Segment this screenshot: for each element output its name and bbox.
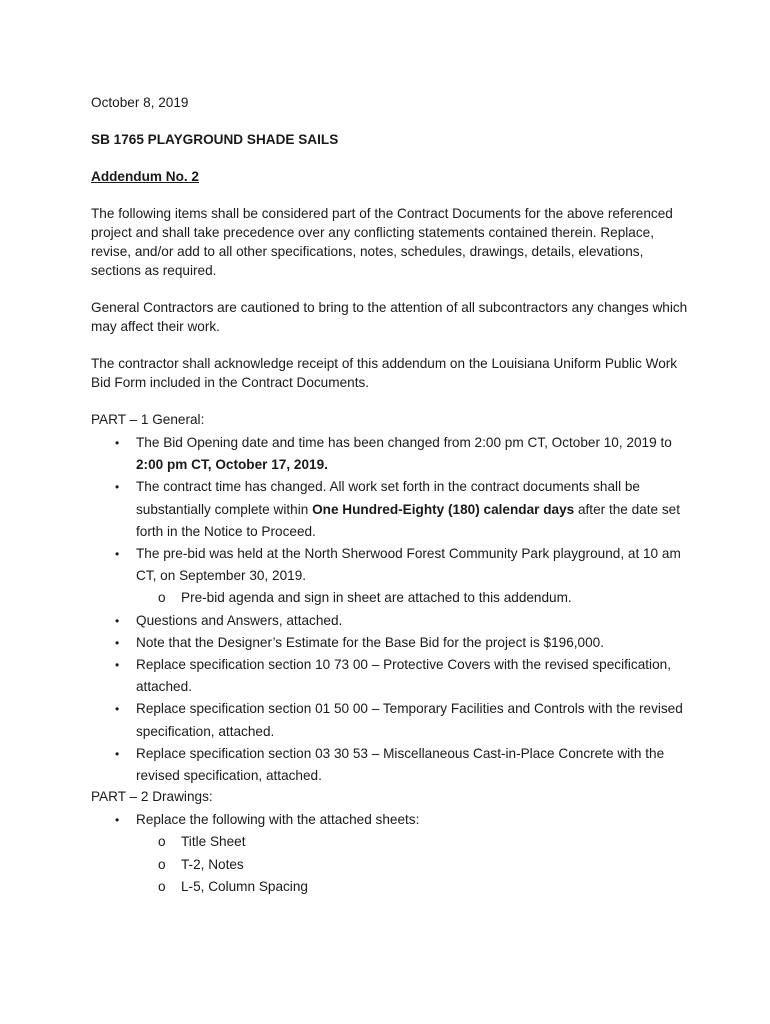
list-item [91,743,691,787]
item-text: Replace the following with the attached sheets: [136,812,420,828]
circle-bullet-icon: o [158,856,166,872]
sub-list-item [136,831,691,853]
bullet-icon: • [115,436,120,450]
bullet-icon: • [115,702,120,717]
item-text: Replace specification section 01 50 00 – Temporary Facilities and Controls with the revised specification, attached. [136,701,683,739]
bullet-icon: • [115,480,120,495]
item-text: Note that the Designer’s Estimate for the Base Bid for the project is $196,000. [136,634,604,650]
sub-item-text: L-5, Column Spacing [181,878,308,894]
bullet-icon: • [115,746,120,761]
list-item [91,543,691,610]
acknowledge-paragraph: The contractor shall acknowledge receipt of this addendum on the Louisiana Uniform Public Work Bid Form included in the Contract Documents. [91,356,678,390]
list-item [91,698,691,742]
item-bold-text: One Hundred-Eighty (180) calendar days [312,501,575,517]
sub-item-text: T-2, Notes [181,856,244,872]
list-item [91,632,691,654]
item-text: Replace specification section 10 73 00 – Protective Covers with the revised specification, attached. [136,657,671,695]
item-bold-text: 2:00 pm CT, October 17, 2019. [136,457,328,473]
document-date: October 8, 2019 [91,95,189,110]
document-content [91,93,691,898]
intro-paragraph: The following items shall be considered part of the Contract Documents for the above referenced project and shall take precedence over any conflicting statements contained therein. Replace, revise, and/or add to all other specifications, notes, schedules, drawings, details, elevations, sections as required. [91,206,673,278]
circle-bullet-icon: o [158,878,166,894]
item-text: The contract time has changed. All work set forth in the contract documents shall be substantially complete within [136,479,640,517]
sub-list [136,831,691,898]
list-item [91,809,691,898]
bullet-icon: • [115,813,120,828]
circle-bullet-icon: o [158,590,166,606]
sub-list-item [136,876,691,898]
part1-list [91,432,691,787]
sub-list [136,587,691,609]
item-text: Questions and Answers, attached. [136,612,343,628]
project-title: SB 1765 PLAYGROUND SHADE SAILS [91,132,339,147]
caution-paragraph: General Contractors are cautioned to bring to the attention of all subcontractors any changes which may affect their work. [91,300,688,334]
list-item [91,610,691,632]
sub-item-text: Title Sheet [181,834,246,850]
bullet-icon: • [115,635,120,650]
item-text: The pre-bid was held at the North Sherwood Forest Community Park playground, at 10 am CT, on September 30, 2019. [136,546,681,584]
sub-list-item [136,854,691,876]
bullet-icon: • [115,613,120,628]
bullet-icon: • [115,547,120,562]
item-text: Replace specification section 03 30 53 – Miscellaneous Cast-in-Place Concrete with the revised specification, attached. [136,745,665,784]
item-text: The Bid Opening date and time has been changed from 2:00 pm CT, October 10, 2019 to [136,435,672,450]
part2-list [91,809,691,898]
bullet-icon: • [115,658,120,673]
circle-bullet-icon: o [158,834,166,850]
part2-heading: PART – 2 Drawings: [91,789,213,805]
list-item [91,432,691,476]
addendum-title: Addendum No. 2 [91,169,199,184]
sub-list-item [136,587,691,609]
list-item [91,476,691,543]
item-text-after: after the date set forth in the Notice to Proceed. [136,501,680,539]
part1-heading: PART – 1 General: [91,412,205,427]
list-item [91,654,691,698]
sub-item-text: Pre-bid agenda and sign in sheet are attached to this addendum. [181,590,572,606]
